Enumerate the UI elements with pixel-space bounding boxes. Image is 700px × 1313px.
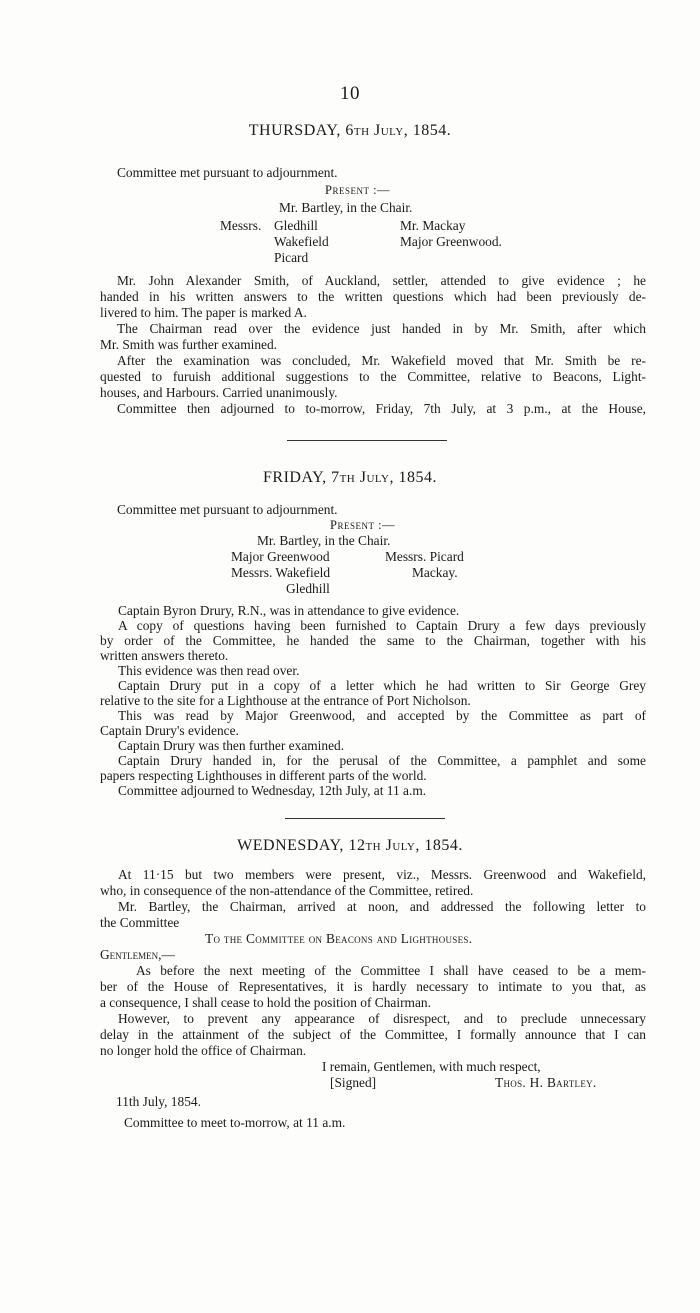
paragraph-line: Captain Drury's evidence. [100,723,239,738]
paragraph-line: written answers thereto. [100,648,229,663]
paragraph-line: the Committee [100,915,180,930]
members-messrs-label: Messrs. [220,218,262,233]
letter-closing: I remain, Gentlemen, with much respect, [322,1059,541,1074]
paragraph-line: houses, and Harbours. Carried unanimously. [100,385,338,400]
letter-salutation: Gentlemen,— [100,947,175,962]
heading-date: 6th July, 1854. [345,122,452,139]
paragraph-line: A copy of questions having been furnished to Captain Drury a few days previously [118,618,646,633]
paragraph-line: who, in consequence of the non-attendance of the Committee, retired. [100,883,474,898]
letter-line: no longer hold the office of Chairman. [100,1043,307,1058]
heading-date: 7th July, 1854. [331,469,437,486]
paragraph-line: Captain Drury was then further examined. [118,738,345,753]
paragraph-line: Captain Drury handed in, for the perusal of the Committee, a pamphlet and some [118,753,646,768]
paragraph-line: Captain Byron Drury, R.N., was in attendance to give evidence. [118,603,460,618]
letter-addressee: To the Committee on Beacons and Lighthouses. [205,931,473,946]
paragraph-line: quested to furuish additional suggestions to the Committee, relative to Beacons, Light- [100,369,646,384]
letter-line: a consequence, I shall cease to hold the position of Chairman. [100,995,431,1010]
paragraph-line: relative to the site for a Lighthouse at the entrance of Port Nicholson. [100,693,471,708]
section-heading-thursday [0,123,700,138]
paragraph-line: papers respecting Lighthouses in different parts of the world. [100,768,427,783]
letter-signed-label: [Signed] [330,1075,377,1090]
letter-signature: Thos. H. Bartley. [495,1075,597,1090]
section-divider [285,818,445,819]
section-divider [287,440,447,441]
member-name: Messrs. Wakefield [231,565,331,580]
section-heading-friday [0,470,700,485]
member-name: Major Greenwood. [400,234,502,249]
member-name: Mr. Mackay [400,218,466,233]
met-line: Committee met pursuant to adjournment. [117,165,338,180]
letter-date: 11th July, 1854. [116,1094,201,1109]
present-label: Present :— [325,183,391,197]
section-heading-wednesday [0,838,700,853]
letter-line: ber of the House of Representatives, it is hardly necessary to intimate to you that, as [100,979,646,994]
heading-date: 12th July, 1854. [348,837,463,854]
paragraph-line: At 11·15 but two members were present, viz., Messrs. Greenwood and Wakefield, [118,867,646,882]
chair-line: Mr. Bartley, in the Chair. [257,533,391,548]
heading-day: FRIDAY, [263,469,327,486]
paragraph-line: This evidence was then read over. [118,663,300,678]
member-name: Major Greenwood [231,549,330,564]
letter-line: delay in the attainment of the subject of the Committee, I formally announce that I can [100,1027,646,1042]
paragraph-line: Committee then adjourned to to-morrow, Friday, 7th July, at 3 p.m., at the House, [117,401,646,416]
paragraph-line: Captain Drury put in a copy of a letter which he had written to Sir George Grey [118,678,646,693]
paragraph-line: livered to him. The paper is marked A. [100,305,307,320]
paragraph-line: Mr. John Alexander Smith, of Auckland, settler, attended to give evidence ; he [117,273,646,288]
paragraph-line: Mr. Smith was further examined. [100,337,278,352]
heading-day: WEDNESDAY, [237,837,344,854]
chair-line: Mr. Bartley, in the Chair. [279,200,413,215]
met-line: Committee met pursuant to adjournment. [117,502,338,517]
member-name: Gledhill [274,218,318,233]
member-name: Wakefield [274,234,329,249]
paragraph-line: This was read by Major Greenwood, and accepted by the Committee as part of [118,708,646,723]
closing-line: Committee to meet to-morrow, at 11 a.m. [124,1115,346,1130]
present-label: Present :— [330,518,396,532]
paragraph-line: After the examination was concluded, Mr. Wakefield moved that Mr. Smith be re- [117,353,646,368]
paragraph-line: by order of the Committee, he handed the same to the Chairman, together with his [100,633,646,648]
heading-day: THURSDAY, [248,122,341,139]
paragraph-line: The Chairman read over the evidence just handed in by Mr. Smith, after which [117,321,646,336]
member-name: Gledhill [286,581,330,596]
paragraph-line: Committee adjourned to Wednesday, 12th July, at 11 a.m. [118,783,427,798]
paragraph-line: Mr. Bartley, the Chairman, arrived at noon, and addressed the following letter to [118,899,646,914]
member-name: Picard [274,250,309,265]
member-name: Messrs. Picard [385,549,464,564]
paragraph-line: handed in his written answers to the written questions which had been previously de- [100,289,646,304]
letter-line: However, to prevent any appearance of disrespect, and to preclude unnecessary [118,1011,646,1026]
member-name: Mackay. [412,565,458,580]
letter-line: As before the next meeting of the Committee I shall have ceased to be a mem- [136,963,646,978]
page-number: 10 [340,83,360,104]
